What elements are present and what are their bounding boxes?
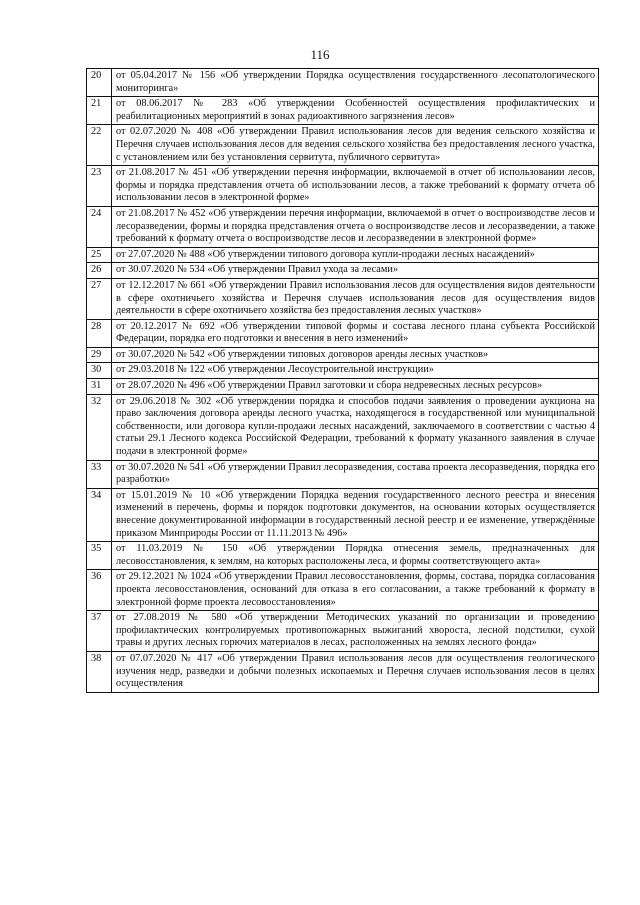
row-number: 27 [87,278,112,319]
table-row [87,460,599,488]
row-number: 36 [87,570,112,611]
table-row [87,394,599,460]
row-number: 33 [87,460,112,488]
row-text: от 29.06.2018 № 302 «Об утверждении порядка и способов подачи заявления о проведении аукциона на право заключения договора аренды лесного участка, находящегося в государственной или муниципальной собственности, или договора купли-продажи лесных насаждений, заключаемого в соответствии с частью 4 статьи 29.1 Лесного кодекса Российской Федерации, требований к формату указанного заявления в случае подачи в электронной форме» [112,394,599,460]
row-number: 22 [87,125,112,166]
row-number: 26 [87,263,112,279]
orders-table [86,68,599,693]
table-row [87,278,599,319]
table-row [87,206,599,247]
table-row [87,488,599,541]
table-row [87,379,599,395]
row-number: 32 [87,394,112,460]
table-row [87,570,599,611]
row-number: 29 [87,347,112,363]
row-text: от 21.08.2017 № 452 «Об утверждении перечня информации, включаемой в отчет о воспроизводстве лесов и лесоразведении, формы и порядка представления отчета о воспроизводстве лесов и лесоразведении, а также требований к формату отчета о воспроизводстве лесов и лесоразведении в электронной форме» [112,206,599,247]
table-row [87,651,599,692]
row-text: от 02.07.2020 № 408 «Об утверждении Правил использования лесов для ведения сельского хозяйства и Перечня случаев использования лесов для ведения сельского хозяйства без предоставления лесного участка, с установлением или без установления сервитута, публичного сервитута» [112,125,599,166]
row-number: 25 [87,247,112,263]
row-text: от 11.03.2019 № 150 «Об утверждении Порядка отнесения земель, предназначенных для лесовосстановления, к землям, на которых расположены леса, и формы соответствующего акта» [112,542,599,570]
row-text: от 20.12.2017 № 692 «Об утверждении типовой формы и состава лесного плана субъекта Российской Федерации, порядка его подготовки и внесения в него изменений» [112,319,599,347]
row-text: от 27.07.2020 № 488 «Об утверждении типового договора купли-продажи лесных насаждений» [112,247,599,263]
row-number: 30 [87,363,112,379]
row-text: от 30.07.2020 № 541 «Об утверждении Правил лесоразведения, состава проекта лесоразведения, порядка его разработки» [112,460,599,488]
row-number: 37 [87,611,112,652]
table-row [87,166,599,207]
table-row [87,319,599,347]
table-row [87,97,599,125]
row-text: от 27.08.2019 № 580 «Об утверждении Методических указаний по организации и проведению профилактических контролируемых противопожарных выжиганий хвороста, лесной подстилки, сухой травы и других лесных горючих материалов в лесах, расположенных на землях лесного фонда» [112,611,599,652]
row-text: от 08.06.2017 № 283 «Об утверждении Особенностей осуществления профилактических и реабилитационных мероприятий в зонах радиоактивного загрязнения лесов» [112,97,599,125]
row-number: 24 [87,206,112,247]
row-number: 35 [87,542,112,570]
row-number: 23 [87,166,112,207]
row-number: 31 [87,379,112,395]
row-number: 34 [87,488,112,541]
row-text: от 28.07.2020 № 496 «Об утверждении Правил заготовки и сбора недревесных лесных ресурсов» [112,379,599,395]
row-text: от 12.12.2017 № 661 «Об утверждении Правил использования лесов для осуществления видов деятельности в сфере охотничьего хозяйства и Перечня случаев использования лесов для осуществления видов деятельности в сфере охотничьего хозяйства без предоставления лесных участков» [112,278,599,319]
row-text: от 21.08.2017 № 451 «Об утверждении перечня информации, включаемой в отчет об использовании лесов, формы и порядка представления отчета об использовании лесов, а также требований к формату отчета об использовании лесов в электронной форме» [112,166,599,207]
table-row [87,363,599,379]
row-text: от 30.07.2020 № 542 «Об утверждении типовых договоров аренды лесных участков» [112,347,599,363]
table-row [87,247,599,263]
row-number: 21 [87,97,112,125]
row-text: от 29.03.2018 № 122 «Об утверждении Лесоустроительной инструкции» [112,363,599,379]
row-number: 20 [87,69,112,97]
row-number: 28 [87,319,112,347]
row-text: от 29.12.2021 № 1024 «Об утверждении Правил лесовосстановления, формы, состава, порядка согласования проекта лесовосстановления, оснований для отказа в его согласовании, а также требований к формату в электронной форме проекта лесовосстановления» [112,570,599,611]
row-text: от 05.04.2017 № 156 «Об утверждении Порядка осуществления государственного лесопатологического мониторинга» [112,69,599,97]
table-row [87,263,599,279]
orders-table-body [87,69,599,693]
table-row [87,69,599,97]
row-text: от 30.07.2020 № 534 «Об утверждении Правил ухода за лесами» [112,263,599,279]
page-number: 116 [310,47,330,62]
table-row [87,542,599,570]
table-row [87,125,599,166]
row-text: от 07.07.2020 № 417 «Об утверждении Правил использования лесов для осуществления геологического изучения недр, разведки и добычи полезных ископаемых и Перечня случаев использования лесов в целях осуществления [112,651,599,692]
table-row [87,347,599,363]
table-row [87,611,599,652]
row-text: от 15.01.2019 № 10 «Об утверждении Порядка ведения государственного лесного реестра и внесения изменений в перечень, формы и порядок подготовки документов, на основании которых осуществляется внесение документированной информации в государственный лесной реестр и ее изменение, утверждённые приказом Минприроды России от 11.11.2013 № 496» [112,488,599,541]
row-number: 38 [87,651,112,692]
